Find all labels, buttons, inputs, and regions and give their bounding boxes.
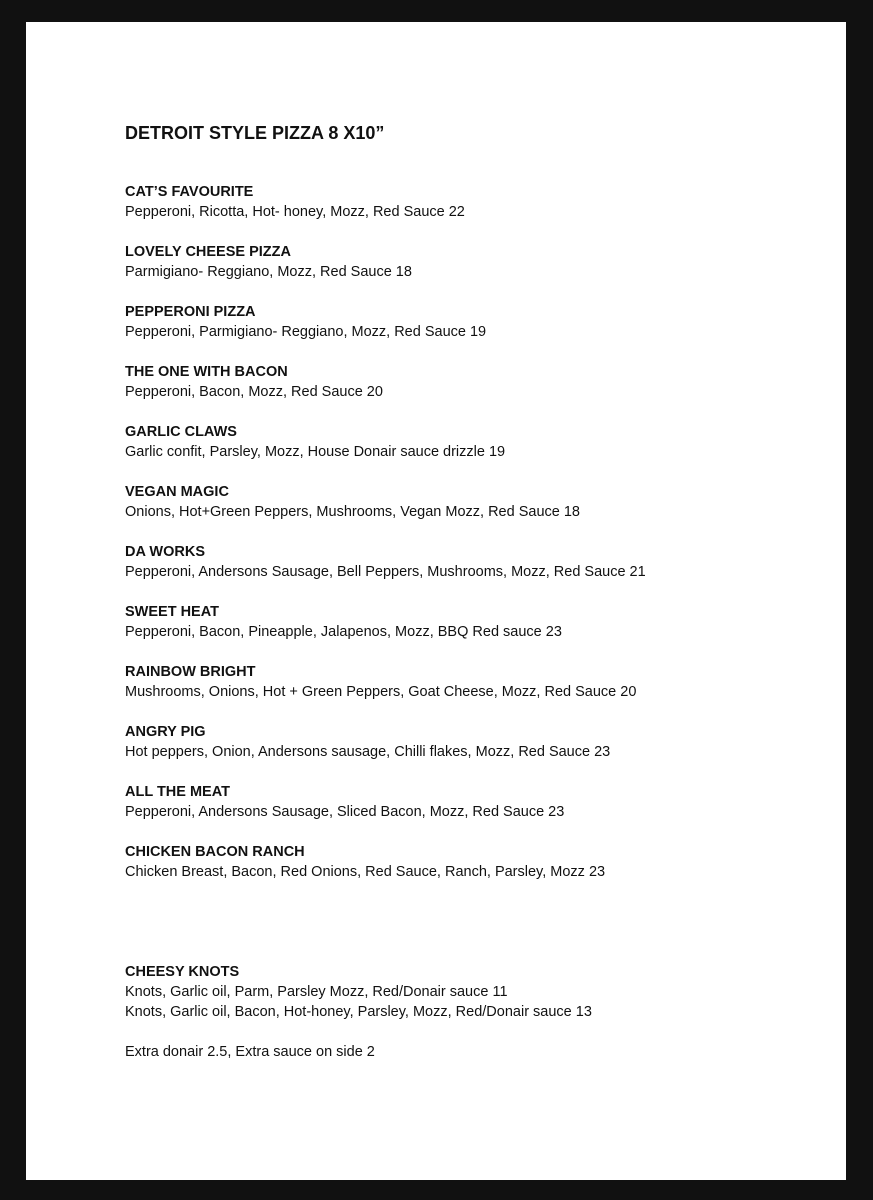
menu-item-name: ALL THE MEAT (125, 784, 230, 800)
menu-item (125, 242, 825, 302)
menu-item (125, 482, 825, 542)
menu-item-description: Pepperoni, Bacon, Pineapple, Jalapenos, Mozz, BBQ Red sauce 23 (125, 624, 562, 640)
menu-item-description: Pepperoni, Bacon, Mozz, Red Sauce 20 (125, 384, 383, 400)
menu-item-name: VEGAN MAGIC (125, 484, 229, 500)
menu-item-description: Mushrooms, Onions, Hot + Green Peppers, Goat Cheese, Mozz, Red Sauce 20 (125, 684, 637, 700)
cheesy-knots-section (125, 962, 825, 1022)
menu-item-description: Pepperoni, Andersons Sausage, Sliced Bacon, Mozz, Red Sauce 23 (125, 804, 565, 820)
menu-item-name: RAINBOW BRIGHT (125, 664, 256, 680)
menu-item-name: CHICKEN BACON RANCH (125, 844, 305, 860)
menu-item (125, 362, 825, 422)
menu-item (125, 422, 825, 482)
menu-item-description: Chicken Breast, Bacon, Red Onions, Red Sauce, Ranch, Parsley, Mozz 23 (125, 864, 606, 880)
menu-item-name: DA WORKS (125, 544, 206, 560)
menu-item (125, 722, 825, 782)
menu-item-name: GARLIC CLAWS (125, 424, 237, 440)
menu-item-name: ANGRY PIG (125, 724, 206, 740)
menu-item-description: Pepperoni, Parmigiano- Reggiano, Mozz, Red Sauce 19 (125, 324, 487, 340)
menu-item-description: Parmigiano- Reggiano, Mozz, Red Sauce 18 (125, 264, 412, 280)
menu-item (125, 662, 825, 722)
menu-item-name: PEPPERONI PIZZA (125, 304, 256, 320)
menu-item (125, 602, 825, 662)
menu-item-name: SWEET HEAT (125, 604, 219, 620)
menu-item (125, 542, 825, 602)
menu-page (26, 22, 846, 1180)
extras-note: Extra donair 2.5, Extra sauce on side 2 (125, 1044, 375, 1060)
cheesy-knots-option: Knots, Garlic oil, Bacon, Hot-honey, Parsley, Mozz, Red/Donair sauce 13 (125, 1004, 592, 1020)
menu-item (125, 842, 825, 902)
menu-item-name: CAT’S FAVOURITE (125, 184, 254, 200)
menu-item-name: THE ONE WITH BACON (125, 364, 288, 380)
menu-item-description: Pepperoni, Ricotta, Hot- honey, Mozz, Red Sauce 22 (125, 204, 465, 220)
menu-item-description: Onions, Hot+Green Peppers, Mushrooms, Vegan Mozz, Red Sauce 18 (125, 504, 580, 520)
menu-item (125, 302, 825, 362)
menu-item (125, 182, 825, 242)
menu-item-name: LOVELY CHEESE PIZZA (125, 244, 291, 260)
menu-item-description: Pepperoni, Andersons Sausage, Bell Peppers, Mushrooms, Mozz, Red Sauce 21 (125, 564, 646, 580)
cheesy-knots-name: CHEESY KNOTS (125, 964, 240, 980)
menu-title: DETROIT STYLE PIZZA 8 X10” (125, 123, 385, 143)
cheesy-knots-option: Knots, Garlic oil, Parm, Parsley Mozz, Red/Donair sauce 11 (125, 984, 508, 1000)
menu-item (125, 782, 825, 842)
menu-content (125, 121, 825, 1062)
menu-item-description: Hot peppers, Onion, Andersons sausage, Chilli flakes, Mozz, Red Sauce 23 (125, 744, 611, 760)
menu-item-description: Garlic confit, Parsley, Mozz, House Donair sauce drizzle 19 (125, 444, 506, 460)
